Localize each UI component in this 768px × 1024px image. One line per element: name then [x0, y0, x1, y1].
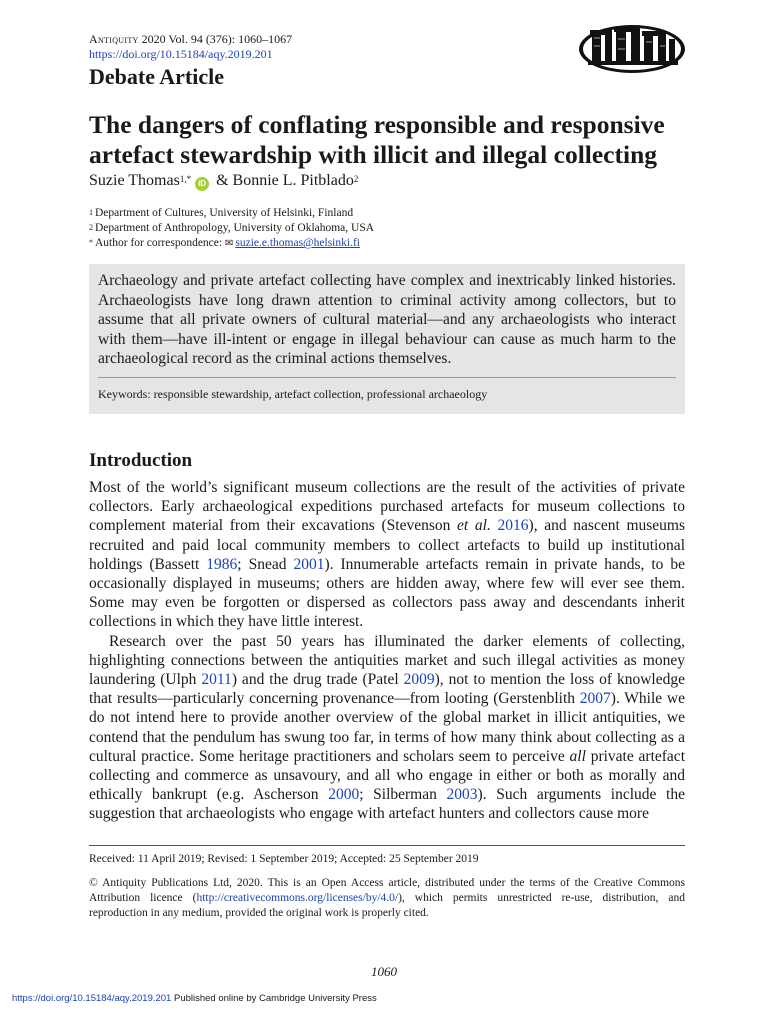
abstract-divider	[98, 377, 676, 378]
page-number: 1060	[371, 964, 397, 979]
italic-text: et al.	[457, 517, 491, 535]
text-run: Most of the world’s significant museum collections are the result of the activities of private collectors. Early archaeological expeditions purchased artefacts for museum collections to complement material from their excavations (Stevenson	[89, 479, 685, 535]
bottom-doi-link[interactable]: https://doi.org/10.15184/aqy.2019.201	[12, 993, 172, 1004]
text-run: ; Silberman	[359, 786, 447, 804]
header-doi-link[interactable]: https://doi.org/10.15184/aqy.2019.201	[89, 47, 273, 61]
stonehenge-logo-icon	[578, 24, 686, 74]
footnote-divider	[89, 845, 685, 846]
journal-header	[89, 32, 292, 47]
text-run: private artefact collecting and commerce as unsavoury, and all who engage in either or both as morally and ethically bankrupt (e.g. Ascherson	[89, 747, 685, 804]
affiliation-marker: 2	[89, 223, 93, 232]
correspondence-email-link[interactable]: suzie.e.thomas@helsinki.fi	[235, 237, 360, 249]
author-marker: 2	[353, 174, 359, 184]
text-run: © Antiquity Publications Ltd, 2020. This is an Open Access article, distributed under the terms of the Creative Commons Attribution licence (	[89, 877, 685, 904]
publisher-note: Published online by Cambridge University Press	[173, 993, 377, 1004]
citation-link[interactable]: 2001	[293, 555, 325, 573]
text-run: ). Innumerable artefacts remain in private hands, to be occasionally displayed in museums; others are hidden away, where few will ever see them. Some may even be forgotten or dispersed as collectors pass away and descendants inherit collections in which they have little interest.	[89, 555, 685, 631]
citation-link[interactable]: 2009	[403, 671, 435, 689]
article-title: The dangers of conflating responsible and responsive artefact stewardship with illicit and illegal collecting	[89, 110, 665, 169]
correspondence-label: Author for correspondence:	[95, 237, 223, 249]
license-statement	[89, 876, 685, 920]
affiliation-item	[89, 206, 374, 221]
text-run: ) and the drug trade (Patel	[231, 671, 404, 689]
affiliation-item	[89, 221, 374, 236]
article-type: Debate Article	[89, 64, 224, 89]
volume-info: 2020 Vol. 94 (376): 1060–1067	[141, 32, 293, 46]
body-paragraph	[89, 632, 685, 824]
citation-link[interactable]: 2000	[328, 786, 360, 804]
author-name: Suzie Thomas	[89, 172, 180, 189]
received-dates: Received: 11 April 2019; Revised: 1 September 2019; Accepted: 25 September 2019	[89, 853, 479, 865]
affiliation-marker: 1	[89, 208, 93, 217]
envelope-icon: ✉	[224, 238, 234, 249]
author-marker: 1,*	[179, 174, 192, 184]
text-run: ), not to mention the loss of knowledge that results—particularly concerning provenance—from looting (Gerstenblith	[89, 671, 685, 708]
text-run: ). Such arguments include the suggestion that archaeologists who engage with artefact hunters and collectors cause more	[89, 786, 685, 823]
affiliation-marker: *	[89, 238, 93, 247]
keywords: Keywords: responsible stewardship, artefact collection, professional archaeology	[98, 387, 488, 401]
body-paragraph	[89, 478, 685, 632]
italic-text: all	[569, 747, 586, 765]
citation-link[interactable]: 2011	[201, 671, 232, 689]
citation-link[interactable]: 2016	[497, 517, 529, 535]
introduction-body	[89, 478, 685, 824]
abstract-text: Archaeology and private artefact collecting have complex and inextricably linked histories. Archaeologists have long drawn attention to criminal activity among collectors, but to assume that all private owners of cultural material—and any archaeologists who interact with them—have ill-intent or engage in illegal behaviour can cause as much harm to the archaeological record as the criminal actions themselves.	[98, 272, 676, 367]
affiliations	[89, 206, 374, 251]
affiliation-text: Department of Anthropology, University of Oklahoma, USA	[95, 222, 375, 234]
citation-link[interactable]: 1986	[206, 555, 238, 573]
orcid-icon[interactable]: iD	[195, 177, 209, 191]
citation-link[interactable]: 2007	[579, 690, 611, 708]
affiliation-text: Department of Cultures, University of Helsinki, Finland	[95, 207, 354, 219]
correspondence-item	[89, 236, 374, 251]
author-name: Bonnie L. Pitblado	[232, 172, 354, 189]
author-list	[89, 171, 358, 191]
license-link[interactable]: http://creativecommons.org/licenses/by/4.0/	[196, 891, 399, 904]
author-separator: &	[216, 172, 229, 189]
text-run: ). While we do not intend here to provide another overview of the global market in illicit antiquities, we contend that the pendulum has swung too far, in terms of how many think about collecting as a cultural practice. Some heritage practitioners and scholars seem to perceive	[89, 690, 685, 765]
journal-name: Antiquity	[89, 32, 139, 46]
text-run: ), which permits unrestricted re-use, distribution, and reproduction in any medium, provided the original work is properly cited.	[89, 891, 685, 919]
bottom-banner	[12, 993, 377, 1005]
section-heading-introduction: Introduction	[89, 450, 193, 471]
text-run: Research over the past 50 years has illuminated the darker elements of collecting, highlighting connections between the antiquities market and such illegal activities as money laundering (Ulph	[89, 632, 685, 689]
text-run: ), and nascent museums recruited and paid local community members to collect artefacts to build up institutional holdings (Bassett	[89, 517, 686, 573]
text-run: ; Snead	[237, 555, 294, 573]
citation-link[interactable]: 2003	[446, 786, 478, 804]
